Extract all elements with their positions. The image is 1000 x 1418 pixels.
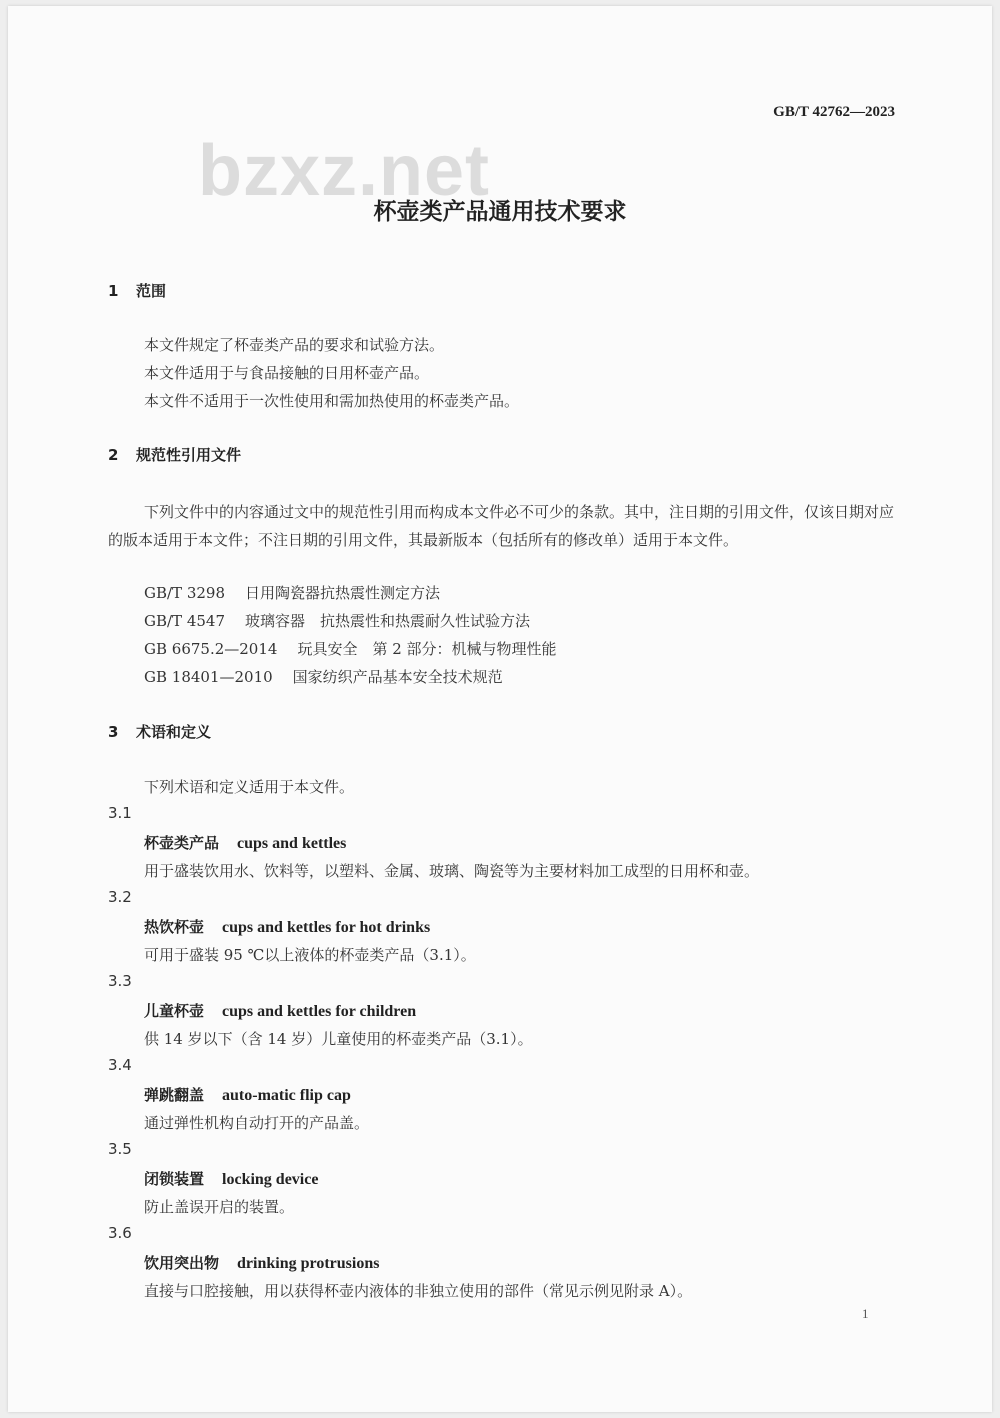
section-title: 规范性引用文件 xyxy=(136,446,242,464)
term-heading xyxy=(144,832,346,853)
term-heading xyxy=(144,1168,318,1189)
section-number: 1 xyxy=(108,282,119,300)
reference-code: GB 6675.2—2014 xyxy=(144,640,278,658)
reference-name: 玩具安全 第 2 部分：机械与物理性能 xyxy=(297,640,557,658)
term-zh: 杯壶类产品 xyxy=(144,834,220,852)
term-zh: 弹跳翻盖 xyxy=(144,1086,205,1104)
term-en: cups and kettles xyxy=(237,835,347,852)
term-zh: 闭锁装置 xyxy=(144,1170,205,1188)
term-number: 3.3 xyxy=(108,972,132,990)
paragraph: 本文件不适用于一次性使用和需加热使用的杯壶类产品。 xyxy=(144,392,520,410)
term-en: cups and kettles for children xyxy=(222,1003,417,1020)
term-number: 3.2 xyxy=(108,888,132,906)
paragraph: 本文件适用于与食品接触的日用杯壶产品。 xyxy=(144,364,430,382)
term-en: locking device xyxy=(222,1171,319,1188)
term-heading xyxy=(144,1252,379,1273)
term-number: 3.1 xyxy=(108,804,132,822)
term-zh: 饮用突出物 xyxy=(144,1254,220,1272)
term-en: drinking protrusions xyxy=(237,1255,380,1272)
term-definition: 防止盖误开启的装置。 xyxy=(144,1198,295,1216)
term-heading xyxy=(144,916,430,937)
paragraph: 下列术语和定义适用于本文件。 xyxy=(144,778,355,796)
section-number: 2 xyxy=(108,446,119,464)
document-title: 杯壶类产品通用技术要求 xyxy=(373,199,627,225)
section-heading-3 xyxy=(108,721,211,742)
normative-reference xyxy=(144,666,503,687)
term-number: 3.6 xyxy=(108,1224,132,1242)
paragraph: 下列文件中的内容通过文中的规范性引用而构成本文件必不可少的条款。其中，注日期的引用文件，仅该日期对应的版本适用于本文件；不注日期的引用文件，其最新版本（包括所有的修改单）适用于本文件。 xyxy=(108,503,895,549)
term-zh: 热饮杯壶 xyxy=(144,918,205,936)
reference-name: 国家纺织产品基本安全技术规范 xyxy=(292,668,503,686)
term-number: 3.4 xyxy=(108,1056,132,1074)
reference-code: GB/T 3298 xyxy=(144,584,226,602)
normative-reference xyxy=(144,638,557,659)
standard-code: GB/T 42762—2023 xyxy=(773,104,895,120)
paragraph: 本文件规定了杯壶类产品的要求和试验方法。 xyxy=(144,336,445,354)
term-zh: 儿童杯壶 xyxy=(144,1002,205,1020)
normative-reference xyxy=(144,610,530,631)
reference-code: GB 18401—2010 xyxy=(144,668,273,686)
section-title: 范围 xyxy=(136,282,167,300)
section-heading-2 xyxy=(108,444,241,465)
watermark: bzxz.net xyxy=(198,131,491,211)
normative-reference xyxy=(144,582,440,603)
term-heading xyxy=(144,1084,351,1105)
page-number: 1 xyxy=(862,1306,869,1321)
term-number: 3.5 xyxy=(108,1140,132,1158)
section-title: 术语和定义 xyxy=(136,723,212,741)
term-en: cups and kettles for hot drinks xyxy=(222,919,431,936)
section-heading-1 xyxy=(108,280,166,301)
term-definition: 通过弹性机构自动打开的产品盖。 xyxy=(144,1114,370,1132)
reference-name: 日用陶瓷器抗热震性测定方法 xyxy=(245,584,441,602)
term-definition: 供 14 岁以下（含 14 岁）儿童使用的杯壶类产品（3.1）。 xyxy=(144,1030,533,1048)
term-definition: 用于盛装饮用水、饮料等，以塑料、金属、玻璃、陶瓷等为主要材料加工成型的日用杯和壶。 xyxy=(144,862,760,880)
section-number: 3 xyxy=(108,723,119,741)
term-en: auto-matic flip cap xyxy=(222,1087,351,1104)
reference-code: GB/T 4547 xyxy=(144,612,226,630)
term-definition: 可用于盛装 95 ℃以上液体的杯壶类产品（3.1）。 xyxy=(144,946,476,964)
term-heading xyxy=(144,1000,416,1021)
reference-name: 玻璃容器 抗热震性和热震耐久性试验方法 xyxy=(245,612,531,630)
term-definition: 直接与口腔接触，用以获得杯壶内液体的非独立使用的部件（常见示例见附录 A）。 xyxy=(144,1282,693,1300)
